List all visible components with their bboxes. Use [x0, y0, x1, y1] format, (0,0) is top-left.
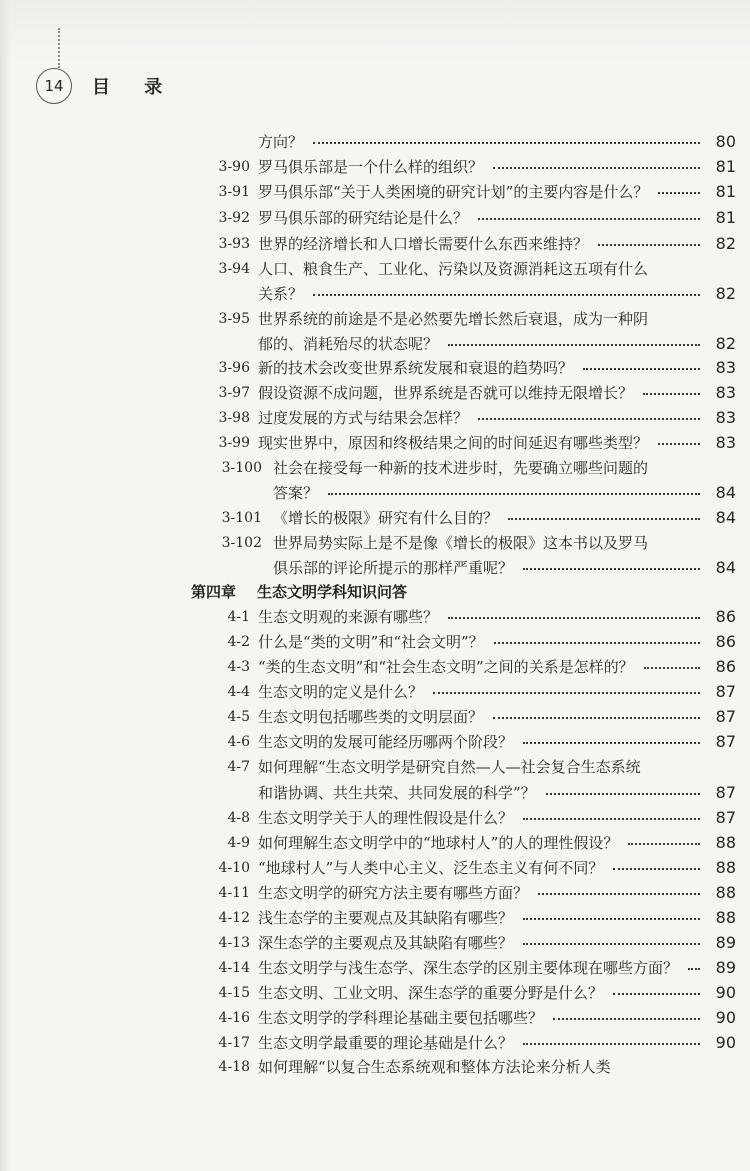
toc-entry — [0, 605, 750, 629]
entry-number: 4-14 — [218, 960, 250, 976]
entry-page-number: 83 — [715, 383, 736, 402]
entry-title: 生态文明的发展可能经历哪两个阶段？ — [258, 733, 514, 751]
toc-entry — [0, 232, 750, 256]
entry-number: 4-11 — [218, 885, 250, 901]
entry-page-number: 86 — [715, 632, 736, 651]
toc-entry — [0, 906, 750, 930]
entry-title: 过度发展的方式与结果会怎样？ — [258, 409, 469, 427]
leader-dots — [448, 617, 700, 619]
leader-dots — [688, 968, 700, 970]
entry-page-number: 88 — [715, 858, 736, 877]
toc-entry — [0, 655, 750, 679]
entry-page-number: 84 — [715, 483, 736, 502]
entry-title: 和谐协调、共生共荣、共同发展的科学”？ — [258, 784, 536, 802]
entry-title: 社会在接受每一种新的技术进步时，先要确立哪些问题的 — [273, 459, 649, 477]
entry-title: 深生态学的主要观点及其缺陷有哪些？ — [258, 934, 514, 952]
leader-dots — [628, 843, 700, 845]
toc-entry — [0, 781, 750, 805]
entry-number: 4-6 — [227, 734, 250, 750]
entry-number: 3-93 — [218, 236, 250, 252]
entry-page-number: 83 — [715, 433, 736, 452]
toc-entry — [0, 630, 750, 654]
entry-title: 浅生态学的主要观点及其缺陷有哪些？ — [258, 909, 514, 927]
toc-entry — [0, 931, 750, 955]
leader-dots — [433, 692, 700, 694]
toc-entry — [0, 332, 750, 356]
leader-dots — [643, 393, 700, 395]
toc-entry — [0, 307, 750, 331]
leader-dots — [508, 518, 700, 520]
entry-page-number: 90 — [715, 983, 736, 1002]
chapter-number: 第四章 — [191, 583, 237, 601]
leader-dots — [313, 142, 700, 144]
toc-entry — [0, 531, 750, 555]
entry-number: 3-97 — [218, 385, 250, 401]
entry-number: 4-1 — [227, 609, 250, 625]
entry-page-number: 80 — [715, 132, 736, 151]
entry-page-number: 82 — [715, 284, 736, 303]
entry-number: 4-10 — [218, 860, 250, 876]
toc-entry — [0, 406, 750, 430]
toc-entry — [0, 180, 750, 204]
entry-page-number: 81 — [715, 182, 736, 201]
entry-title: 《增长的极限》研究有什么目的？ — [273, 509, 499, 527]
header-dotted-rule — [58, 28, 60, 68]
leader-dots — [538, 893, 700, 895]
entry-number: 4-3 — [227, 659, 250, 675]
entry-number: 4-4 — [227, 684, 250, 700]
leader-dots — [613, 993, 700, 995]
entry-title: 罗马俱乐部是一个什么样的组织？ — [258, 158, 484, 176]
toc-entry — [0, 881, 750, 905]
leader-dots — [478, 418, 700, 420]
entry-title: 答案？ — [273, 484, 319, 502]
entry-title: 生态文明包括哪些类的文明层面？ — [258, 708, 484, 726]
entry-title: 世界系统的前途是不是必然要先增长然后衰退，成为一种阴 — [258, 310, 649, 328]
entry-title: 人口、粮食生产、工业化、污染以及资源消耗这五项有什么 — [258, 260, 649, 278]
leader-dots — [546, 793, 700, 795]
entry-page-number: 83 — [715, 358, 736, 377]
entry-title: 如何理解生态文明学中的“地球村人”的人的理性假设？ — [258, 834, 619, 852]
entry-number: 4-7 — [227, 759, 250, 775]
entry-page-number: 90 — [715, 1008, 736, 1027]
entry-title: 什么是“类的文明”和“社会文明”？ — [258, 633, 484, 651]
leader-dots — [523, 1043, 700, 1045]
entry-number: 4-5 — [227, 709, 250, 725]
entry-title: 世界的经济增长和人口增长需要什么东西来维持？ — [258, 235, 589, 253]
leader-dots — [494, 642, 700, 644]
entry-number: 4-18 — [218, 1059, 250, 1075]
entry-page-number: 84 — [715, 508, 736, 527]
toc-entry — [0, 981, 750, 1005]
leader-dots — [493, 167, 700, 169]
chapter-title: 生态文明学科知识问答 — [257, 583, 408, 601]
entry-number: 4-8 — [227, 810, 250, 826]
toc-entry — [0, 257, 750, 281]
entry-number: 3-90 — [218, 159, 250, 175]
toc-entry — [0, 456, 750, 480]
entry-page-number: 88 — [715, 908, 736, 927]
entry-page-number: 87 — [715, 808, 736, 827]
leader-dots — [598, 244, 700, 246]
entry-title: “类的生态文明”和“社会生态文明”之间的关系是怎样的？ — [258, 658, 634, 676]
entry-number: 4-13 — [218, 935, 250, 951]
entry-title: 生态文明学与浅生态学、深生态学的区别主要体现在哪些方面？ — [258, 959, 679, 977]
page-top-band — [0, 0, 750, 62]
leader-dots — [523, 918, 700, 920]
toc-entry — [0, 481, 750, 505]
toc-entry — [0, 680, 750, 704]
entry-number: 4-12 — [218, 910, 250, 926]
entry-title: 生态文明的定义是什么？ — [258, 683, 424, 701]
entry-number: 3-98 — [218, 410, 250, 426]
toc-entry — [0, 705, 750, 729]
leader-dots — [478, 218, 700, 220]
entry-page-number: 83 — [715, 408, 736, 427]
entry-title: 生态文明、工业文明、深生态学的重要分野是什么？ — [258, 984, 604, 1002]
entry-title: 世界局势实际上是不是像《增长的极限》这本书以及罗马 — [273, 534, 649, 552]
entry-page-number: 84 — [715, 558, 736, 577]
entry-title: 假设资源不成问题，世界系统是否就可以维持无限增长？ — [258, 384, 634, 402]
entry-number: 3-94 — [218, 261, 250, 277]
entry-page-number: 89 — [715, 933, 736, 952]
entry-page-number: 88 — [715, 833, 736, 852]
leader-dots — [523, 742, 700, 744]
leader-dots — [523, 818, 700, 820]
entry-page-number: 89 — [715, 958, 736, 977]
toc-entry — [0, 155, 750, 179]
page-number: 14 — [44, 77, 64, 95]
entry-page-number: 81 — [715, 208, 736, 227]
toc-entry — [0, 831, 750, 855]
entry-number: 3-100 — [221, 460, 262, 476]
entry-number: 3-102 — [221, 535, 262, 551]
leader-dots — [313, 294, 700, 296]
entry-page-number: 87 — [715, 707, 736, 726]
toc-entry — [0, 730, 750, 754]
entry-number: 3-91 — [218, 184, 250, 200]
entry-title: 方向？ — [258, 133, 304, 151]
leader-dots — [493, 717, 700, 719]
entry-page-number: 87 — [715, 682, 736, 701]
toc-entry — [0, 130, 750, 154]
toc-entry — [0, 806, 750, 830]
leader-dots — [613, 868, 700, 870]
entry-number: 3-96 — [218, 360, 250, 376]
entry-title: 生态文明学的研究方法主要有哪些方面？ — [258, 884, 529, 902]
toc-entry — [0, 282, 750, 306]
entry-title: 生态文明学最重要的理论基础是什么？ — [258, 1034, 514, 1052]
toc-chapter-heading — [0, 580, 750, 604]
entry-page-number: 87 — [715, 732, 736, 751]
entry-title: 郁的、消耗殆尽的状态呢？ — [258, 335, 439, 353]
leader-dots — [523, 568, 700, 570]
entry-number: 3-92 — [218, 210, 250, 226]
toc-entry — [0, 1006, 750, 1030]
entry-title: 现实世界中，原因和终极结果之间的时间延迟有哪些类型？ — [258, 434, 649, 452]
entry-title: 新的技术会改变世界系统发展和衰退的趋势吗？ — [258, 359, 574, 377]
entry-number: 3-101 — [221, 510, 262, 526]
toc-entry — [0, 556, 750, 580]
toc-entry — [0, 1055, 750, 1079]
entry-title: 如何理解“生态文明学是研究自然—人—社会复合生态系统 — [258, 758, 641, 776]
toc-entry — [0, 856, 750, 880]
entry-page-number: 90 — [715, 1033, 736, 1052]
toc-entry — [0, 431, 750, 455]
entry-number: 4-16 — [218, 1010, 250, 1026]
leader-dots — [583, 368, 700, 370]
leader-dots — [658, 192, 700, 194]
entry-number: 4-9 — [227, 835, 250, 851]
toc-entry — [0, 206, 750, 230]
entry-title: 罗马俱乐部“关于人类困境的研究计划”的主要内容是什么？ — [258, 183, 649, 201]
entry-number: 4-2 — [227, 634, 250, 650]
leader-dots — [644, 667, 700, 669]
entry-title: 罗马俱乐部的研究结论是什么？ — [258, 209, 469, 227]
toc-entry — [0, 755, 750, 779]
toc-entry — [0, 956, 750, 980]
entry-page-number: 86 — [715, 657, 736, 676]
leader-dots — [658, 443, 700, 445]
toc-entry — [0, 381, 750, 405]
section-title: 目 录 — [92, 77, 177, 98]
entry-title: 生态文明学关于人的理性假设是什么？ — [258, 809, 514, 827]
leader-dots — [523, 943, 700, 945]
entry-page-number: 87 — [715, 783, 736, 802]
entry-number: 3-99 — [218, 435, 250, 451]
leader-dots — [448, 344, 700, 346]
entry-title: 俱乐部的评论所提示的那样严重呢？ — [273, 559, 514, 577]
toc-entry — [0, 356, 750, 380]
entry-number: 4-17 — [218, 1035, 250, 1051]
entry-page-number: 82 — [715, 234, 736, 253]
entry-title: 生态文明观的来源有哪些？ — [258, 608, 439, 626]
toc-entry — [0, 506, 750, 530]
entry-page-number: 88 — [715, 883, 736, 902]
toc-entry — [0, 1031, 750, 1055]
entry-page-number: 86 — [715, 607, 736, 626]
entry-page-number: 81 — [715, 157, 736, 176]
entry-title: 关系？ — [258, 285, 304, 303]
entry-title: 生态文明学的学科理论基础主要包括哪些？ — [258, 1009, 544, 1027]
page-number-badge — [36, 68, 72, 104]
leader-dots — [553, 1018, 700, 1020]
entry-title: 如何理解“以复合生态系统观和整体方法论来分析人类 — [258, 1058, 611, 1076]
leader-dots — [328, 493, 700, 495]
entry-number: 4-15 — [218, 985, 250, 1001]
entry-page-number: 82 — [715, 334, 736, 353]
entry-number: 3-95 — [218, 311, 250, 327]
entry-title: “地球村人”与人类中心主义、泛生态主义有何不同？ — [258, 859, 604, 877]
